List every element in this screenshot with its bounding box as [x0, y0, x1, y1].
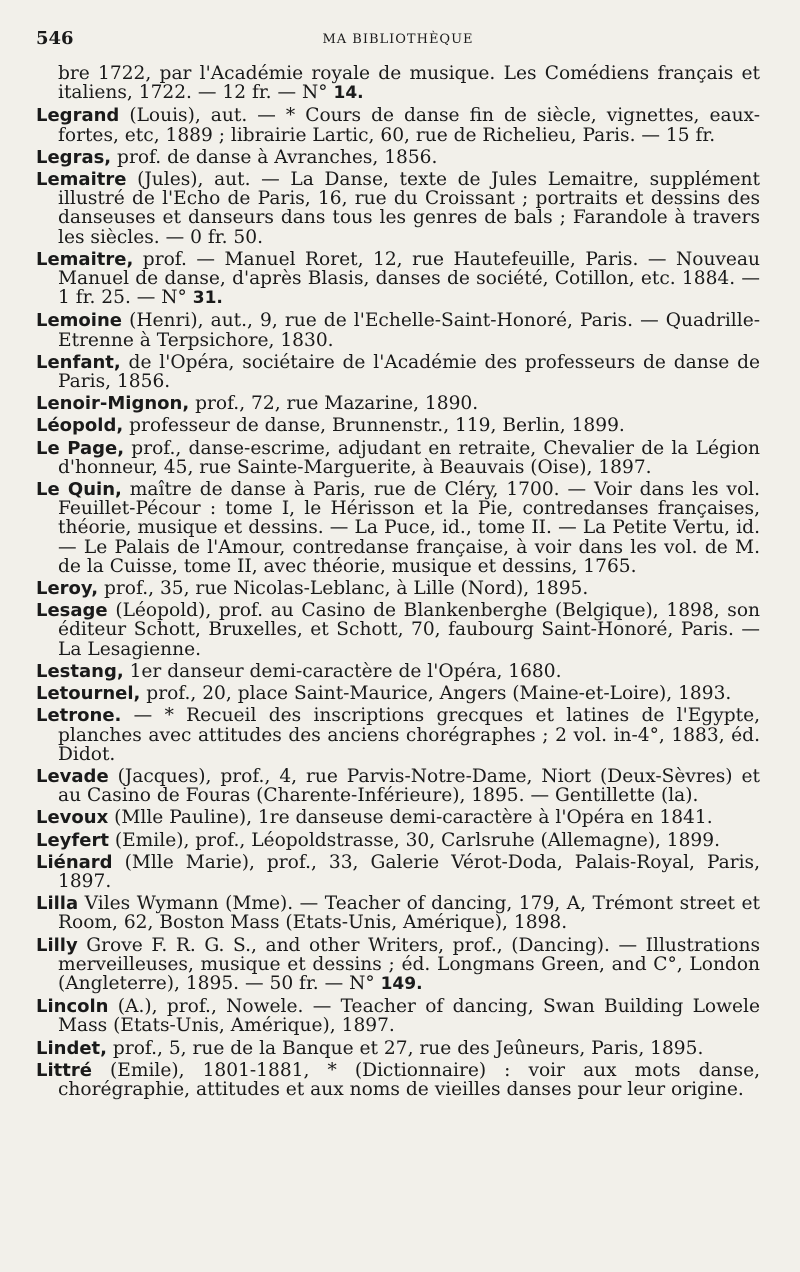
entry-name: Lincoln: [36, 996, 109, 1018]
list-item: [36, 170, 760, 247]
list-item: [36, 662, 760, 681]
entry-text: prof. de danse à Avranches, 1856.: [111, 146, 438, 168]
entry-text: (Léopold), prof. au Casino de Blankenberghe (Belgique), 1898, son éditeur Schott, Bruxelles, et Schott, 70, faubourg Saint-Honoré, Paris. — La Lesagienne.: [58, 600, 760, 660]
list-item: [36, 894, 760, 932]
entry-name: Lemaitre: [36, 169, 127, 191]
entry-reference-number: 14.: [333, 83, 364, 104]
list-item: [36, 64, 760, 103]
list-item: [36, 579, 760, 598]
entry-text: (Emile), 1801-1881, * (Dictionnaire) : voir aux mots danse, chorégraphie, attitudes et aux noms de vieilles danses pour leur origine.: [58, 1059, 760, 1100]
entry-reference-number: 31.: [192, 288, 223, 309]
entry-text: (Jacques), prof., 4, rue Parvis-Notre-Dame, Niort (Deux-Sèvres) et au Casino de Fouras (Charente-Inférieure), 1895. — Gentillette (la).: [58, 765, 760, 807]
entry-name: Littré: [36, 1059, 92, 1081]
list-item: [36, 416, 760, 435]
list-item: [36, 480, 760, 576]
page-header: [36, 28, 760, 60]
running-head: MA BIBLIOTHÈQUE: [322, 32, 474, 47]
entry-text: (A.), prof., Nowele. — Teacher of dancing, Swan Building Lowele Mass (Etats-Unis, Amérique), 1897.: [58, 996, 760, 1037]
entry-text: bre 1722, par l'Académie royale de musique. Les Comédiens français et italiens, 1722. — 12 fr. — N°: [58, 63, 760, 104]
entry-text: (Jules), aut. — La Danse, texte de Jules Lemaitre, supplément illustré de l'Echo de Paris, 16, rue du Croissant ; portraits et dessins des danseuses et danseurs dans tous les genres de bals ; Farandole à travers les siècles. — 0 fr. 50.: [58, 169, 760, 248]
entry-text: Viles Wymann (Mme). — Teacher of dancing, 179, A, Trémont street et Room, 62, Boston Mass (Etats-Unis, Amérique), 1898.: [58, 893, 760, 934]
entry-text: (Emile), prof., Léopoldstrasse, 30, Carlsruhe (Allemagne), 1899.: [108, 829, 721, 851]
list-item: [36, 148, 760, 167]
entry-text: prof. — Manuel Roret, 12, rue Hautefeuille, Paris. — Nouveau Manuel de danse, d'après Blasis, danses de société, Cotillon, etc. 1884. — 1 fr. 25. — N°: [58, 248, 760, 309]
entry-text: maître de danse à Paris, rue de Cléry, 1700. — Voir dans les vol. Feuillet-Pécour : tome I, le Hérisson et la Pie, contredanses françaises, théorie, musique et dessins. — La Puce, id., tome II. — La Petite Vertu, id. — Le Palais de l'Amour, contredanse française, à voir dans les vol. de M. de la Cuisse, tome II, avec théorie, musique et dessins, 1765.: [58, 479, 760, 577]
entry-text: prof., 72, rue Mazarine, 1890.: [189, 393, 479, 415]
entry-name: Lilly: [36, 934, 78, 956]
entry-name: Letrone.: [36, 705, 122, 727]
entry-name: Lindet,: [36, 1037, 107, 1059]
entry-name: Lesage: [36, 600, 108, 622]
list-item: [36, 767, 760, 805]
list-item: [36, 936, 760, 995]
entry-text: (Mlle Marie), prof., 33, Galerie Vérot-Doda, Palais-Royal, Paris, 1897.: [58, 851, 760, 892]
entry-name: Le Page,: [36, 437, 125, 459]
list-item: [36, 853, 760, 891]
list-item: [36, 1061, 760, 1099]
list-item: [36, 808, 760, 827]
list-item: [36, 1039, 760, 1058]
list-item: [36, 311, 760, 349]
entry-name: Léopold,: [36, 415, 124, 437]
entry-name: Lilla: [36, 893, 79, 915]
entry-text: prof., 35, rue Nicolas-Leblanc, à Lille (Nord), 1895.: [98, 578, 589, 600]
list-item: [36, 706, 760, 764]
entry-name: Leyfert: [36, 829, 109, 851]
entry-text: — * Recueil des inscriptions grecques et latines de l'Egypte, planches avec attitudes des anciens chorégraphes ; 2 vol. in-4°, 1883, éd. Didot.: [58, 705, 760, 765]
entry-name: Levoux: [36, 807, 109, 829]
entry-name: Levade: [36, 765, 109, 787]
entry-name: Liénard: [36, 851, 113, 873]
list-item: [36, 394, 760, 413]
entry-text: Grove F. R. G. S., and other Writers, prof., (Dancing). — Illustrations merveilleuses, musique et dessins ; éd. Longmans Green, and C°, London (Angleterre), 1895. — 50 fr. — N°: [58, 934, 760, 994]
list-item: [36, 601, 760, 659]
list-item: [36, 106, 760, 144]
entry-name: Lemaitre,: [36, 248, 134, 270]
page-number: 546: [36, 28, 74, 49]
entry-text: (Louis), aut. — * Cours de danse fin de siècle, vignettes, eaux-fortes, etc, 1889 ; librairie Lartic, 60, rue de Richelieu, Paris. — 15 fr.: [58, 105, 760, 146]
list-item: [36, 997, 760, 1035]
entry-text: professeur de danse, Brunnenstr., 119, Berlin, 1899.: [123, 415, 625, 437]
entry-name: Lestang,: [36, 660, 124, 682]
entry-name: Letournel,: [36, 683, 141, 705]
entry-name: Legrand: [36, 105, 120, 127]
entry-list: [36, 64, 760, 1099]
entry-text: (Mlle Pauline), 1re danseuse demi-caractère à l'Opéra en 1841.: [108, 807, 713, 829]
list-item: [36, 250, 760, 309]
entry-text: 1er danseur demi-caractère de l'Opéra, 1680.: [123, 660, 562, 682]
list-item: [36, 439, 760, 477]
entry-name: Lenoir-Mignon,: [36, 393, 190, 415]
list-item: [36, 684, 760, 703]
entry-name: Leroy,: [36, 578, 99, 600]
entry-name: Legras,: [36, 146, 112, 168]
entry-name: Lemoine: [36, 310, 122, 332]
entry-text: de l'Opéra, sociétaire de l'Académie des professeurs de danse de Paris, 1856.: [58, 351, 760, 393]
entry-text: prof., 20, place Saint-Maurice, Angers (Maine-et-Loire), 1893.: [140, 683, 732, 705]
entry-name: Lenfant,: [36, 351, 121, 373]
entry-reference-number: 149.: [380, 973, 423, 994]
entry-text: prof., danse-escrime, adjudant en retraite, Chevalier de la Légion d'honneur, 45, rue Sainte-Marguerite, à Beauvais (Oise), 1897.: [58, 437, 760, 478]
entry-text: (Henri), aut., 9, rue de l'Echelle-Saint-Honoré, Paris. — Quadrille-Etrenne à Terpsichore, 1830.: [58, 310, 760, 351]
list-item: [36, 353, 760, 391]
entry-text: prof., 5, rue de la Banque et 27, rue des Jeûneurs, Paris, 1895.: [107, 1037, 704, 1059]
list-item: [36, 831, 760, 850]
entry-name: Le Quin,: [36, 479, 122, 501]
